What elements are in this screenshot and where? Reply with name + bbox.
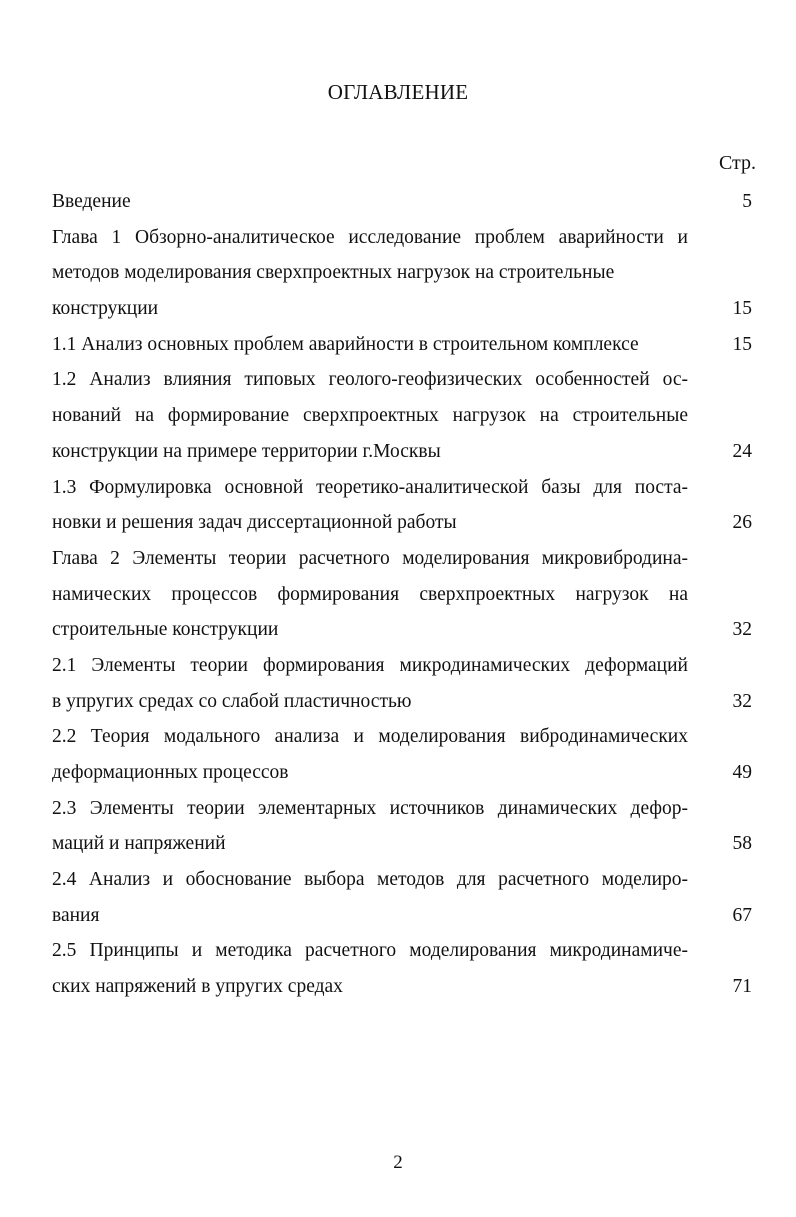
- toc-entry-section-2-5: [52, 935, 752, 1006]
- toc-entry-section-1-1: [52, 329, 752, 365]
- toc-entry-line: 2.1 Элементы теории формирования микродинамических деформаций: [52, 654, 688, 676]
- toc-entry-introduction: [52, 186, 752, 222]
- toc-entry-line: конструкции: [52, 298, 159, 320]
- toc-entry-line: 2.5 Принципы и методика расчетного моделирования микродинамиче-: [52, 940, 688, 962]
- page-column-label: Стр.: [718, 152, 756, 174]
- toc-entry-page: 15: [732, 298, 752, 320]
- toc-entry-page: 32: [732, 619, 752, 641]
- toc-entry-line: новки и решения задач диссертационной работы: [52, 512, 457, 534]
- toc-entry-page: 71: [732, 976, 752, 998]
- toc-entry-line: вания: [52, 904, 100, 926]
- toc-entry-chapter-2: [52, 543, 752, 650]
- toc-entry-line: 1.2 Анализ влияния типовых геолого-геофизических особенностей ос-: [52, 369, 688, 391]
- toc-entry-section-2-4: [52, 864, 752, 935]
- toc-entry-line: нований на формирование сверхпроектных нагрузок на строительные: [52, 405, 688, 427]
- toc-entry-line: 2.3 Элементы теории элементарных источников динамических дефор-: [52, 797, 688, 819]
- toc-entry-page: 15: [732, 333, 752, 355]
- toc-entry-line: Введение: [52, 191, 131, 212]
- toc-entry-line: конструкции на примере территории г.Москвы: [52, 440, 441, 462]
- toc-entry-line: 2.4 Анализ и обоснование выбора методов для расчетного моделиро-: [52, 869, 688, 891]
- toc-title: ОГЛАВЛЕНИЕ: [327, 80, 469, 104]
- toc-entry-line: 2.2 Теория модального анализа и моделирования вибродинамических: [52, 726, 688, 748]
- toc-entry-section-1-2: [52, 364, 752, 471]
- toc-entry-line: Глава 2 Элементы теории расчетного моделирования микровибродина-: [52, 547, 688, 569]
- toc-entry-page: 67: [732, 904, 752, 926]
- toc-entry-line: строительные конструкции: [52, 619, 279, 641]
- toc-entry-line: ских напряжений в упругих средах: [52, 976, 343, 998]
- toc-entry-page: 24: [732, 440, 752, 462]
- toc-entry-page: 58: [732, 833, 752, 855]
- toc-entry-line: 1.1 Анализ основных проблем аварийности в строительном комплексе: [52, 333, 639, 355]
- toc-entry-line: в упругих средах со слабой пластичностью: [52, 690, 412, 712]
- toc-entry-page: 26: [732, 512, 752, 534]
- toc-entry-section-2-3: [52, 793, 752, 864]
- toc-entry-page: 32: [732, 690, 752, 712]
- toc-entry-section-2-1: [52, 650, 752, 721]
- toc-entry-line: 1.3 Формулировка основной теоретико-аналитической базы для поста-: [52, 476, 688, 498]
- toc-entry-page: 5: [742, 191, 752, 212]
- toc-entry-page: 49: [732, 762, 752, 783]
- toc-entry-section-1-3: [52, 472, 752, 543]
- page-number: 2: [393, 1152, 403, 1173]
- toc-entry-line: Глава 1 Обзорно-аналитическое исследование проблем аварийности и: [52, 226, 688, 248]
- table-of-contents: [52, 186, 752, 1007]
- toc-entry-line: намических процессов формирования сверхпроектных нагрузок на: [52, 583, 688, 605]
- toc-entry-chapter-1: [52, 222, 752, 329]
- toc-entry-section-2-2: [52, 721, 752, 792]
- toc-entry-line: деформационных процессов: [52, 762, 289, 783]
- toc-entry-line: методов моделирования сверхпроектных нагрузок на строительные: [52, 262, 615, 284]
- toc-entry-line: маций и напряжений: [52, 833, 226, 855]
